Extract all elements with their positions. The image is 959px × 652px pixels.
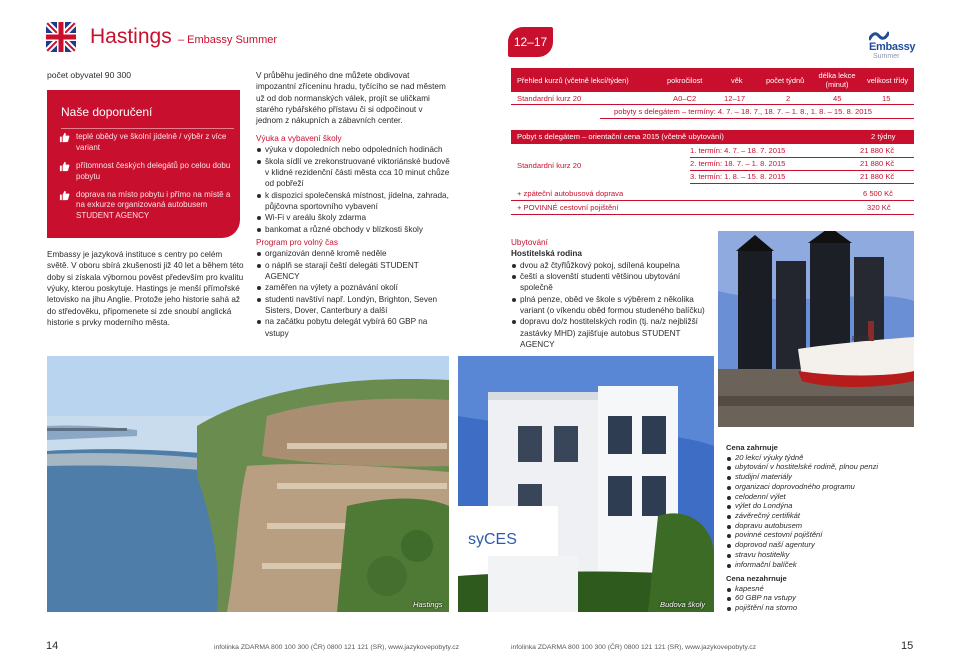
list-item: dopravu autobusem: [726, 521, 916, 531]
courses-table-row: Standardní kurz 20 A0–C2 12–17 2 45 15: [511, 93, 914, 105]
thumbs-up-icon: [59, 190, 70, 205]
list-item: kapesné: [726, 584, 916, 594]
accommodation-list: [511, 260, 707, 351]
accommodation-subtitle: Hostitelská rodina: [511, 249, 582, 259]
population: počet obyvatel 90 300: [47, 70, 132, 80]
price-course: Standardní kurz 20: [517, 161, 582, 170]
list-item: škola sídlí ve zrekonstruované viktoriánské budově v klidné rezidenční části města cca 10 minut chůze od pobřeží: [256, 156, 452, 190]
photo-caption: Budova školy: [660, 600, 706, 609]
program-list: [256, 248, 452, 339]
excludes-title: Cena nezahrnuje: [726, 574, 787, 583]
program-title: Program pro volný čas: [256, 238, 338, 247]
price-extra-row: + zpáteční autobusová doprava 6 500 Kč: [511, 187, 914, 201]
page-number-left: 14: [46, 640, 59, 652]
teaching-title: Výuka a vybavení školy: [256, 134, 342, 143]
svg-text:syCES: syCES: [468, 531, 517, 548]
price-term-row: 2. termín: 18. 7. – 1. 8. 2015 21 880 Kč: [690, 158, 914, 171]
list-item: studijní materiály: [726, 472, 916, 482]
footer-info-left: infolinka ZDARMA 800 100 300 (ČR) 0800 121 121 (SR), www.jazykovepobyty.cz: [214, 644, 460, 651]
list-item: výuka v dopoledních nebo odpoledních hodinách: [256, 144, 452, 155]
courses-terms: pobyty s delegátem – termíny: 4. 7. – 18. 7., 18. 7. – 1. 8., 1. 8. – 15. 8. 2015: [600, 107, 914, 119]
recommend-item: doprava na místo pobytu i přímo na místě a na exkurze organizovaná autobusem STUDENT AGENCY: [59, 190, 235, 223]
list-item: o náplň se starají čeští delegáti STUDENT AGENCY: [256, 260, 452, 283]
page-title: Hastings: [90, 25, 172, 48]
list-item: výlet do Londýna: [726, 501, 916, 511]
recommend-item: přítomnost českých delegátů po celou dobu pobytu: [59, 161, 235, 183]
list-item: organizován denně kromě neděle: [256, 248, 452, 259]
intro-text: Embassy je jazyková instituce s centry po celém světě. V oboru sbírá zkušenosti již 40 let a během této doby si získala výbornou pověst především pro kvalitu výuky, kterou poskytuje. Hastings je menší přímořské letovisko na jihu Anglie. Protože jeho historie sahá až do středověku, připomenete si zde snoubí anglická historie s prvky moderního města.: [47, 250, 244, 327]
embassy-logo: Embassy Summer: [869, 30, 915, 60]
hastings-photo: [47, 356, 449, 612]
list-item: ubytování v hostitelské rodině, plnou penzi: [726, 462, 916, 472]
list-item: 60 GBP na vstupy: [726, 593, 916, 603]
building-photo: [458, 356, 714, 612]
price-extra-row: + POVINNÉ cestovní pojištění 320 Kč: [511, 201, 914, 215]
footer-info-right: infolinka ZDARMA 800 100 300 (ČR) 0800 121 121 (SR), www.jazykovepobyty.cz: [511, 644, 757, 651]
price-term-row: 3. termín: 1. 8. – 15. 8. 2015 21 880 Kč: [690, 171, 914, 184]
photo-caption: Hastings: [413, 600, 443, 609]
courses-table-header: Přehled kurzů (včetně lekcí/týden) pokročilost věk počet týdnů délka lekce (minut) velikost třídy: [511, 68, 914, 92]
list-item: doprovod naší agentury: [726, 540, 916, 550]
list-item: bankomat a různé obchody v blízkosti školy: [256, 224, 452, 235]
list-item: dopravu do/z hostitelských rodin (tj. na/z nejbližší zastávky MHD) zajišťuje autobus STUDENT AGENCY: [511, 316, 707, 350]
page-subtitle: – Embassy Summer: [177, 34, 278, 46]
list-item: čeští a slovenští studenti většinou ubytování společně: [511, 271, 707, 294]
includes-title: Cena zahrnuje: [726, 443, 778, 452]
recommend-title: Naše doporučení: [61, 105, 153, 119]
flag-icon: [46, 22, 76, 52]
thumbs-up-icon: [59, 161, 70, 176]
list-item: pojištění na storno: [726, 603, 916, 613]
list-item: studenti navštíví např. Londýn, Brighton, Seven Sisters, Dover, Canterbury a další: [256, 294, 452, 317]
price-table-header: Pobyt s delegátem – orientační cena 2015 (včetně ubytování) 2 týdny: [511, 130, 914, 144]
list-item: celodenní výlet: [726, 492, 916, 502]
list-item: závěrečný certifikát: [726, 511, 916, 521]
list-item: zaměřen na výlety a poznávání okolí: [256, 282, 452, 293]
teaching-list: [256, 144, 452, 235]
accommodation-title: Ubytování: [511, 238, 548, 247]
list-item: informační balíček: [726, 560, 916, 570]
list-item: Wi-Fi v areálu školy zdarma: [256, 212, 452, 223]
recommend-item: teplé obědy ve školní jídelně / výběr z více variant: [59, 132, 235, 154]
svg-text:RX79: RX79: [852, 336, 870, 343]
list-item: organizaci doprovodného programu: [726, 482, 916, 492]
list-item: na začátku pobytu delegát vybírá 60 GBP na vstupy: [256, 316, 452, 339]
page-number-right: 15: [901, 640, 914, 652]
list-item: stravu hostitelky: [726, 550, 916, 560]
list-item: k dispozici společenská místnost, jídelna, zahrada, půjčovna sportovního vybavení: [256, 190, 452, 213]
list-item: 20 lekcí výuky týdně: [726, 453, 916, 463]
middle-intro: V průběhu jediného dne můžete obdivovat impozantní zříceninu hradu, tyčícího se nad městem už od dob normanských válek, projít se uličkami starého rybářského přístavu či si odpočinout v jednom z nákupních a zábavních center.: [256, 71, 446, 126]
recommend-box: [47, 90, 240, 238]
thumbs-up-icon: [59, 132, 70, 147]
list-item: plná penze, oběd ve škole s výběrem z několika variant (o víkendu oběd formou studeného balíčku): [511, 294, 707, 317]
list-item: povinné cestovní pojištění: [726, 530, 916, 540]
excludes-list: [726, 584, 916, 613]
list-item: dvou až čtyřlůžkový pokoj, sdílená koupelna: [511, 260, 707, 271]
includes-list: [726, 453, 916, 570]
age-badge: 12–17: [508, 27, 553, 57]
boat-photo: [718, 231, 914, 427]
price-term-row: 1. termín: 4. 7. – 18. 7. 2015 21 880 Kč: [690, 145, 914, 158]
